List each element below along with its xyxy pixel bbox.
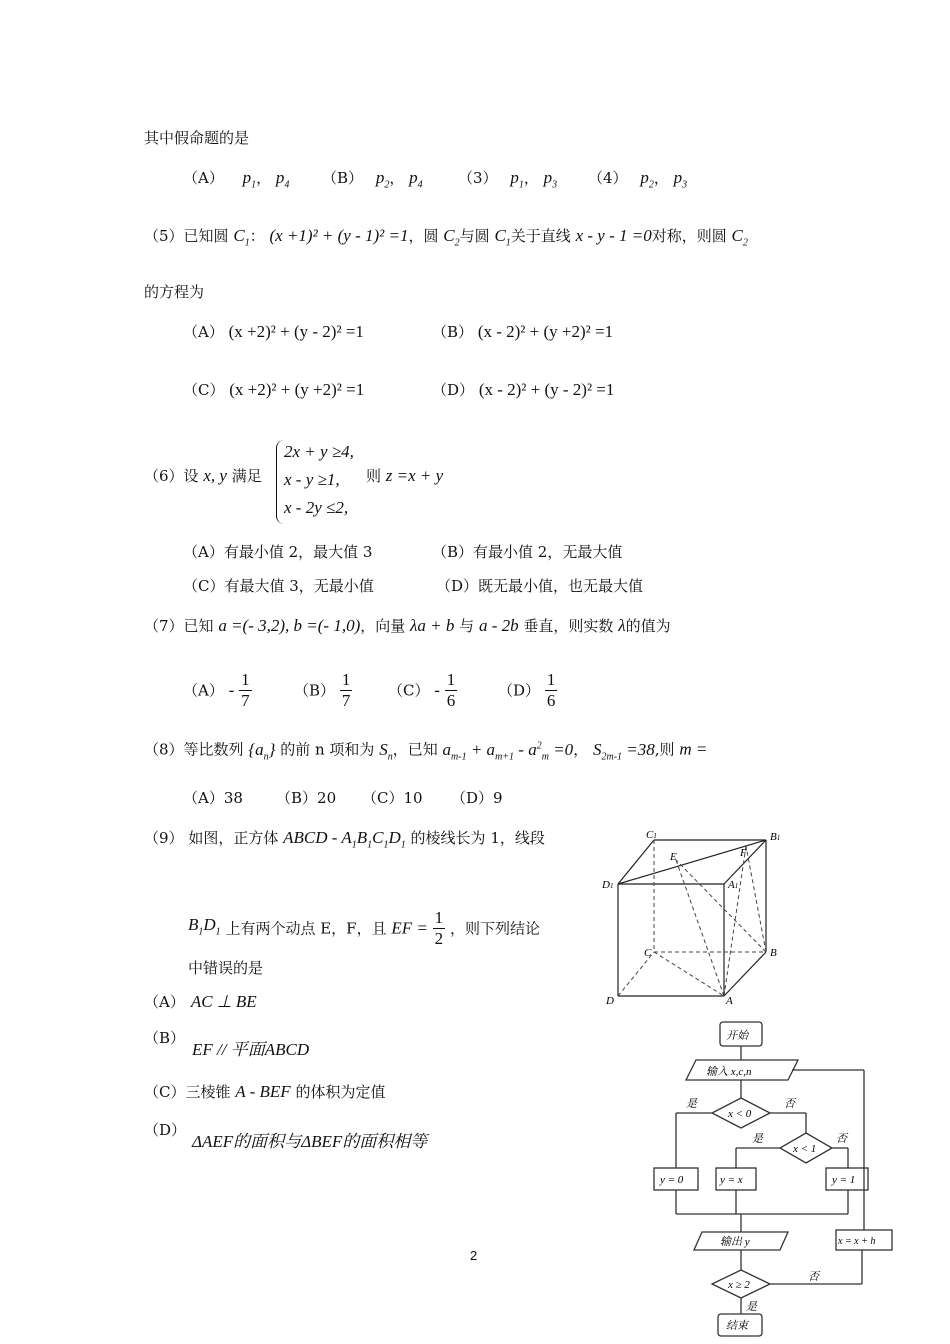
q9-stem-1: （9） 如图，正方体 ABCD - $A_1B_1C_1D_1$ 的棱线长为 1，线段 bbox=[144, 828, 545, 851]
q6-constraint-1: 2x + y ≥4, bbox=[284, 442, 354, 461]
q9-stem-2: $B_1D_1$ 上有两个动点 E，F，且 EF = $\frac{1}{2}$ ，则下列结论 bbox=[188, 908, 540, 948]
q6-option-d: （D）既无最小值，也无最大值 bbox=[436, 577, 644, 595]
q6-constraint-2: x - y ≥1, bbox=[284, 470, 340, 489]
flow-d1-text: x < 0 bbox=[728, 1108, 752, 1120]
q5-stem: （5）已知圆 $C_1$： (x +1)² + (y - 1)² =1，圆 $C_2$与圆 $C_1$关于直线 x - y - 1 =0对称，则圆 $C_2$ bbox=[144, 226, 748, 249]
cube-edge bbox=[724, 952, 766, 996]
flow-output-text: 输出 y bbox=[720, 1236, 750, 1248]
label-d: D bbox=[606, 995, 614, 1006]
label-c: C bbox=[644, 947, 652, 959]
q6-constraint-3: x - 2y ≤2, bbox=[284, 498, 349, 517]
flow-no-3: 否 bbox=[808, 1271, 819, 1283]
flow-yes-3: 是 bbox=[746, 1301, 757, 1313]
q4-option-d: （4） $p_2$， $p_3$ bbox=[588, 168, 688, 191]
flow-b1-text: y = 0 bbox=[660, 1174, 684, 1186]
q8-option-d: （D）9 bbox=[451, 789, 503, 807]
flow-end-text: 结束 bbox=[726, 1320, 748, 1332]
flow-b3-text: y = 1 bbox=[832, 1174, 856, 1186]
flow-yes-2: 是 bbox=[752, 1133, 763, 1145]
q4-option-a: （A） $p_1$， $p_4$ bbox=[183, 168, 290, 191]
q8-option-c: （C）10 bbox=[362, 789, 423, 807]
label-c1: C1 bbox=[646, 829, 657, 841]
q9-option-b-label: （B） bbox=[144, 1029, 186, 1047]
label-a1: A1 bbox=[728, 879, 739, 891]
segment-bf bbox=[746, 846, 766, 952]
q9-option-a: （A） AC ⊥ BE bbox=[144, 992, 257, 1011]
label-b1: B1 bbox=[770, 831, 781, 843]
label-a: A bbox=[726, 995, 733, 1006]
q7-option-c: （C） - $\frac{1}{6}$ bbox=[388, 670, 456, 710]
flow-input-text: 输入 x,c,n bbox=[706, 1066, 752, 1078]
cube-figure bbox=[596, 826, 796, 1006]
flow-no-1: 否 bbox=[784, 1098, 795, 1110]
flow-b2-text: y = x bbox=[720, 1174, 743, 1186]
q9-option-d-label: （D） bbox=[144, 1121, 187, 1139]
label-d1: D1 bbox=[602, 879, 614, 891]
q8-option-a: （A）38 bbox=[183, 789, 243, 807]
q5-option-d: （D） (x - 2)² + (y - 2)² =1 bbox=[432, 380, 615, 399]
segment-be bbox=[676, 860, 766, 952]
q8-stem: （8）等比数列 $\{a_n\}$ 的前 n 项和为 $S_n$，已知 $a_{m-1} + a_{m+1} - a^2_m =0$， $S_{2m-1} =38$,则 m = bbox=[144, 739, 708, 763]
flow-no-2: 否 bbox=[836, 1133, 847, 1145]
q7-option-d: （D） $\frac{1}{6}$ bbox=[498, 670, 556, 710]
q7-option-b: （B） $\frac{1}{7}$ bbox=[294, 670, 351, 710]
label-e: E bbox=[670, 851, 677, 863]
label-b: B bbox=[770, 947, 777, 959]
diagonal-ac bbox=[654, 952, 724, 996]
q6-objective: 则 z =x + y bbox=[366, 466, 444, 485]
q5-option-a: （A） (x +2)² + (y - 2)² =1 bbox=[183, 322, 364, 341]
flow-yes-1: 是 bbox=[686, 1098, 697, 1110]
q8-option-b: （B）20 bbox=[276, 789, 337, 807]
q5-option-b: （B） (x - 2)² + (y +2)² =1 bbox=[432, 322, 614, 341]
flow-d3-text: x ≥ 2 bbox=[728, 1279, 750, 1291]
flowchart bbox=[640, 1018, 900, 1340]
q6-option-b: （B）有最小值 2，无最大值 bbox=[432, 543, 623, 561]
flow-start-text: 开始 bbox=[726, 1030, 748, 1042]
q4-option-c: （3） $p_1$， $p_3$ bbox=[458, 168, 558, 191]
q6-stem: （6）设 x, y 满足 bbox=[144, 466, 262, 485]
flow-update-text: x = x + h bbox=[838, 1236, 876, 1247]
flow-d2-text: x < 1 bbox=[793, 1143, 817, 1155]
segment-ae bbox=[676, 860, 724, 996]
q9-option-b-text: EF // 平面ABCD bbox=[192, 1040, 310, 1059]
q7-stem: （7）已知 a =(- 3,2), b =(- 1,0)，向量 λa + b 与 a - 2b 垂直，则实数 λ的值为 bbox=[144, 616, 671, 635]
q6-option-a: （A）有最小值 2，最大值 3 bbox=[183, 543, 373, 561]
q6-option-c: （C）有最大值 3，无最小值 bbox=[183, 577, 374, 595]
q7-option-a: （A） - $\frac{1}{7}$ bbox=[183, 670, 250, 710]
q4-option-b: （B） $p_2$， $p_4$ bbox=[322, 168, 423, 191]
label-f: F bbox=[740, 847, 747, 859]
q5-option-c: （C） (x +2)² + (y +2)² =1 bbox=[183, 380, 365, 399]
q9-stem-3: 中错误的是 bbox=[188, 959, 264, 977]
cube-edge bbox=[618, 840, 654, 884]
q9-option-d-text: ΔAEF的面积与ΔBEF的面积相等 bbox=[192, 1132, 428, 1151]
q5-continuation: 的方程为 bbox=[144, 283, 205, 301]
page-number: 2 bbox=[470, 1248, 478, 1263]
q9-option-c: （C）三棱锥 A - BEF 的体积为定值 bbox=[144, 1082, 386, 1101]
intro-text: 其中假命题的是 bbox=[144, 129, 250, 147]
